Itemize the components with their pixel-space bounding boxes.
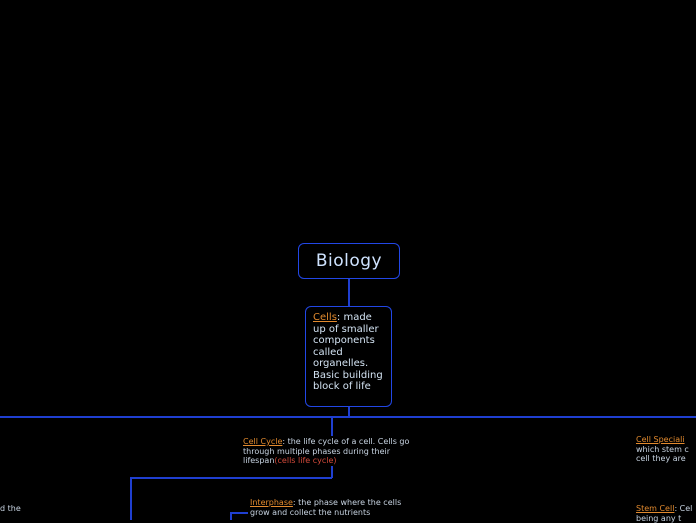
left-fragment-text: d the bbox=[0, 504, 21, 514]
cell-specialization-line2: which stem c bbox=[636, 445, 696, 455]
cell-cycle-link[interactable]: (cells life cycle) bbox=[274, 456, 336, 465]
sub-bus bbox=[130, 477, 332, 479]
node-cell-specialization[interactable] bbox=[636, 435, 696, 464]
interphase-description: : the phase where the cells grow and collect the nutrients bbox=[250, 498, 401, 517]
connector-bus-cellcycle bbox=[331, 416, 333, 436]
node-cell-cycle[interactable] bbox=[243, 437, 421, 466]
cells-description: : made up of smaller components called organelles. Basic building block of life bbox=[313, 312, 383, 392]
stem-cell-keyword[interactable]: Stem Cell bbox=[636, 504, 674, 513]
sub-bus-left-drop bbox=[130, 477, 132, 520]
cell-cycle-description: : the life cycle of a cell. Cells go through multiple phases during their lifespan bbox=[243, 437, 409, 465]
root-node-biology[interactable] bbox=[298, 243, 400, 279]
node-interphase[interactable] bbox=[250, 498, 420, 517]
cells-keyword[interactable]: Cells bbox=[313, 312, 337, 323]
stem-cell-line2: being any t bbox=[636, 514, 696, 523]
cell-cycle-keyword[interactable]: Cell Cycle bbox=[243, 437, 282, 446]
cell-specialization-keyword[interactable]: Cell Speciali bbox=[636, 435, 685, 444]
stem-cell-description: : Cel bbox=[674, 504, 692, 513]
interphase-stub bbox=[230, 512, 248, 514]
connector-root-cells bbox=[348, 279, 350, 306]
horizontal-bus bbox=[0, 416, 696, 418]
root-node-label: Biology bbox=[316, 251, 382, 271]
node-cells[interactable] bbox=[305, 306, 392, 407]
interphase-keyword[interactable]: Interphase bbox=[250, 498, 293, 507]
node-stem-cell[interactable] bbox=[636, 504, 696, 523]
cell-specialization-line3: cell they are bbox=[636, 454, 696, 464]
